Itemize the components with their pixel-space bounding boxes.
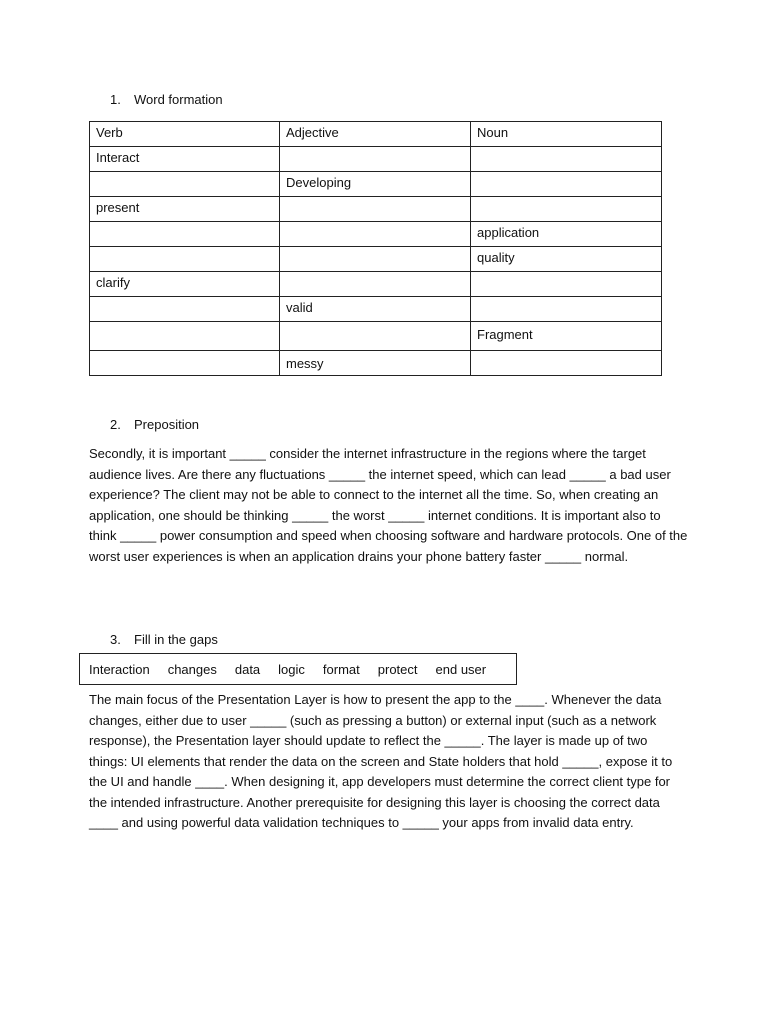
word-formation-table [89, 121, 662, 376]
table-cell [280, 247, 471, 272]
table-cell [280, 197, 471, 222]
table-row [90, 147, 662, 172]
table-cell [471, 297, 662, 322]
column-header-verb: Verb [90, 122, 280, 147]
table-cell: valid [280, 297, 471, 322]
column-header-noun: Noun [471, 122, 662, 147]
table-cell: quality [471, 247, 662, 272]
table-cell [471, 197, 662, 222]
word-bank-item: data [234, 661, 261, 677]
table-row [90, 172, 662, 197]
word-bank-item: end user [435, 661, 487, 677]
table-row [90, 247, 662, 272]
word-bank-box [79, 653, 517, 685]
section-title: Preposition [134, 417, 200, 432]
table-cell [90, 247, 280, 272]
table-cell [280, 322, 471, 351]
table-cell: Fragment [471, 322, 662, 351]
table-cell [90, 322, 280, 351]
word-bank-item: format [322, 661, 360, 677]
table-cell [280, 272, 471, 297]
fill-in-gaps-paragraph: The main focus of the Presentation Layer is how to present the app to the ____. Whenever the data changes, either due to user _____ (such as pressing a button) or external input (such as a network response), the Presentation layer should update to reflect the _____. The layer is made up of two things: UI elements that render the data on the screen and State holders that hold _____, expose it to the UI and handle ____. When designing it, app developers must determine the correct client type for the intended infrastructure. Another prerequisite for designing this layer is choosing the correct data ____ and using powerful data validation techniques to _____ your apps from invalid data entry. [89, 692, 673, 830]
section-heading-preposition [110, 417, 199, 433]
section-number: 2. [110, 417, 121, 432]
table-cell [90, 222, 280, 247]
section-heading-word-formation [110, 92, 223, 108]
table-cell [471, 172, 662, 197]
table-cell [90, 351, 280, 376]
section-number: 3. [110, 632, 121, 647]
section-title: Word formation [134, 92, 223, 107]
table-cell [90, 297, 280, 322]
table-cell: present [90, 197, 280, 222]
section-number: 1. [110, 92, 121, 107]
table-cell [471, 351, 662, 376]
section-title: Fill in the gaps [134, 632, 218, 647]
word-bank-item: protect [377, 661, 418, 677]
table-cell [280, 147, 471, 172]
table-cell: Interact [90, 147, 280, 172]
table-cell [280, 222, 471, 247]
table-header-row [90, 122, 662, 147]
table-cell: Developing [280, 172, 471, 197]
table-row [90, 197, 662, 222]
table-cell [90, 172, 280, 197]
table-cell: application [471, 222, 662, 247]
word-bank-item: changes [167, 661, 217, 677]
table-cell [471, 147, 662, 172]
table-row [90, 322, 662, 351]
word-bank-item: logic [278, 661, 305, 677]
section-heading-fill-in-the-gaps [110, 632, 218, 648]
word-bank-item: Interaction [89, 661, 150, 677]
table-row [90, 272, 662, 297]
table-row [90, 297, 662, 322]
column-header-adjective: Adjective [280, 122, 471, 147]
table-row [90, 222, 662, 247]
table-cell: clarify [90, 272, 280, 297]
table-cell [471, 272, 662, 297]
table-row [90, 351, 662, 376]
preposition-paragraph: Secondly, it is important _____ consider the internet infrastructure in the regions where the target audience lives. Are there any fluctuations _____ the internet speed, which can lead _____ a bad user experience? The client may not be able to connect to the internet all the time. So, when creating an application, one should be thinking _____ the worst _____ internet conditions. It is important also to think _____ power consumption and speed when choosing software and hardware protocols. One of the worst user experiences is when an application drains your phone battery faster _____ normal. [89, 446, 688, 564]
table-cell: messy [280, 351, 471, 376]
